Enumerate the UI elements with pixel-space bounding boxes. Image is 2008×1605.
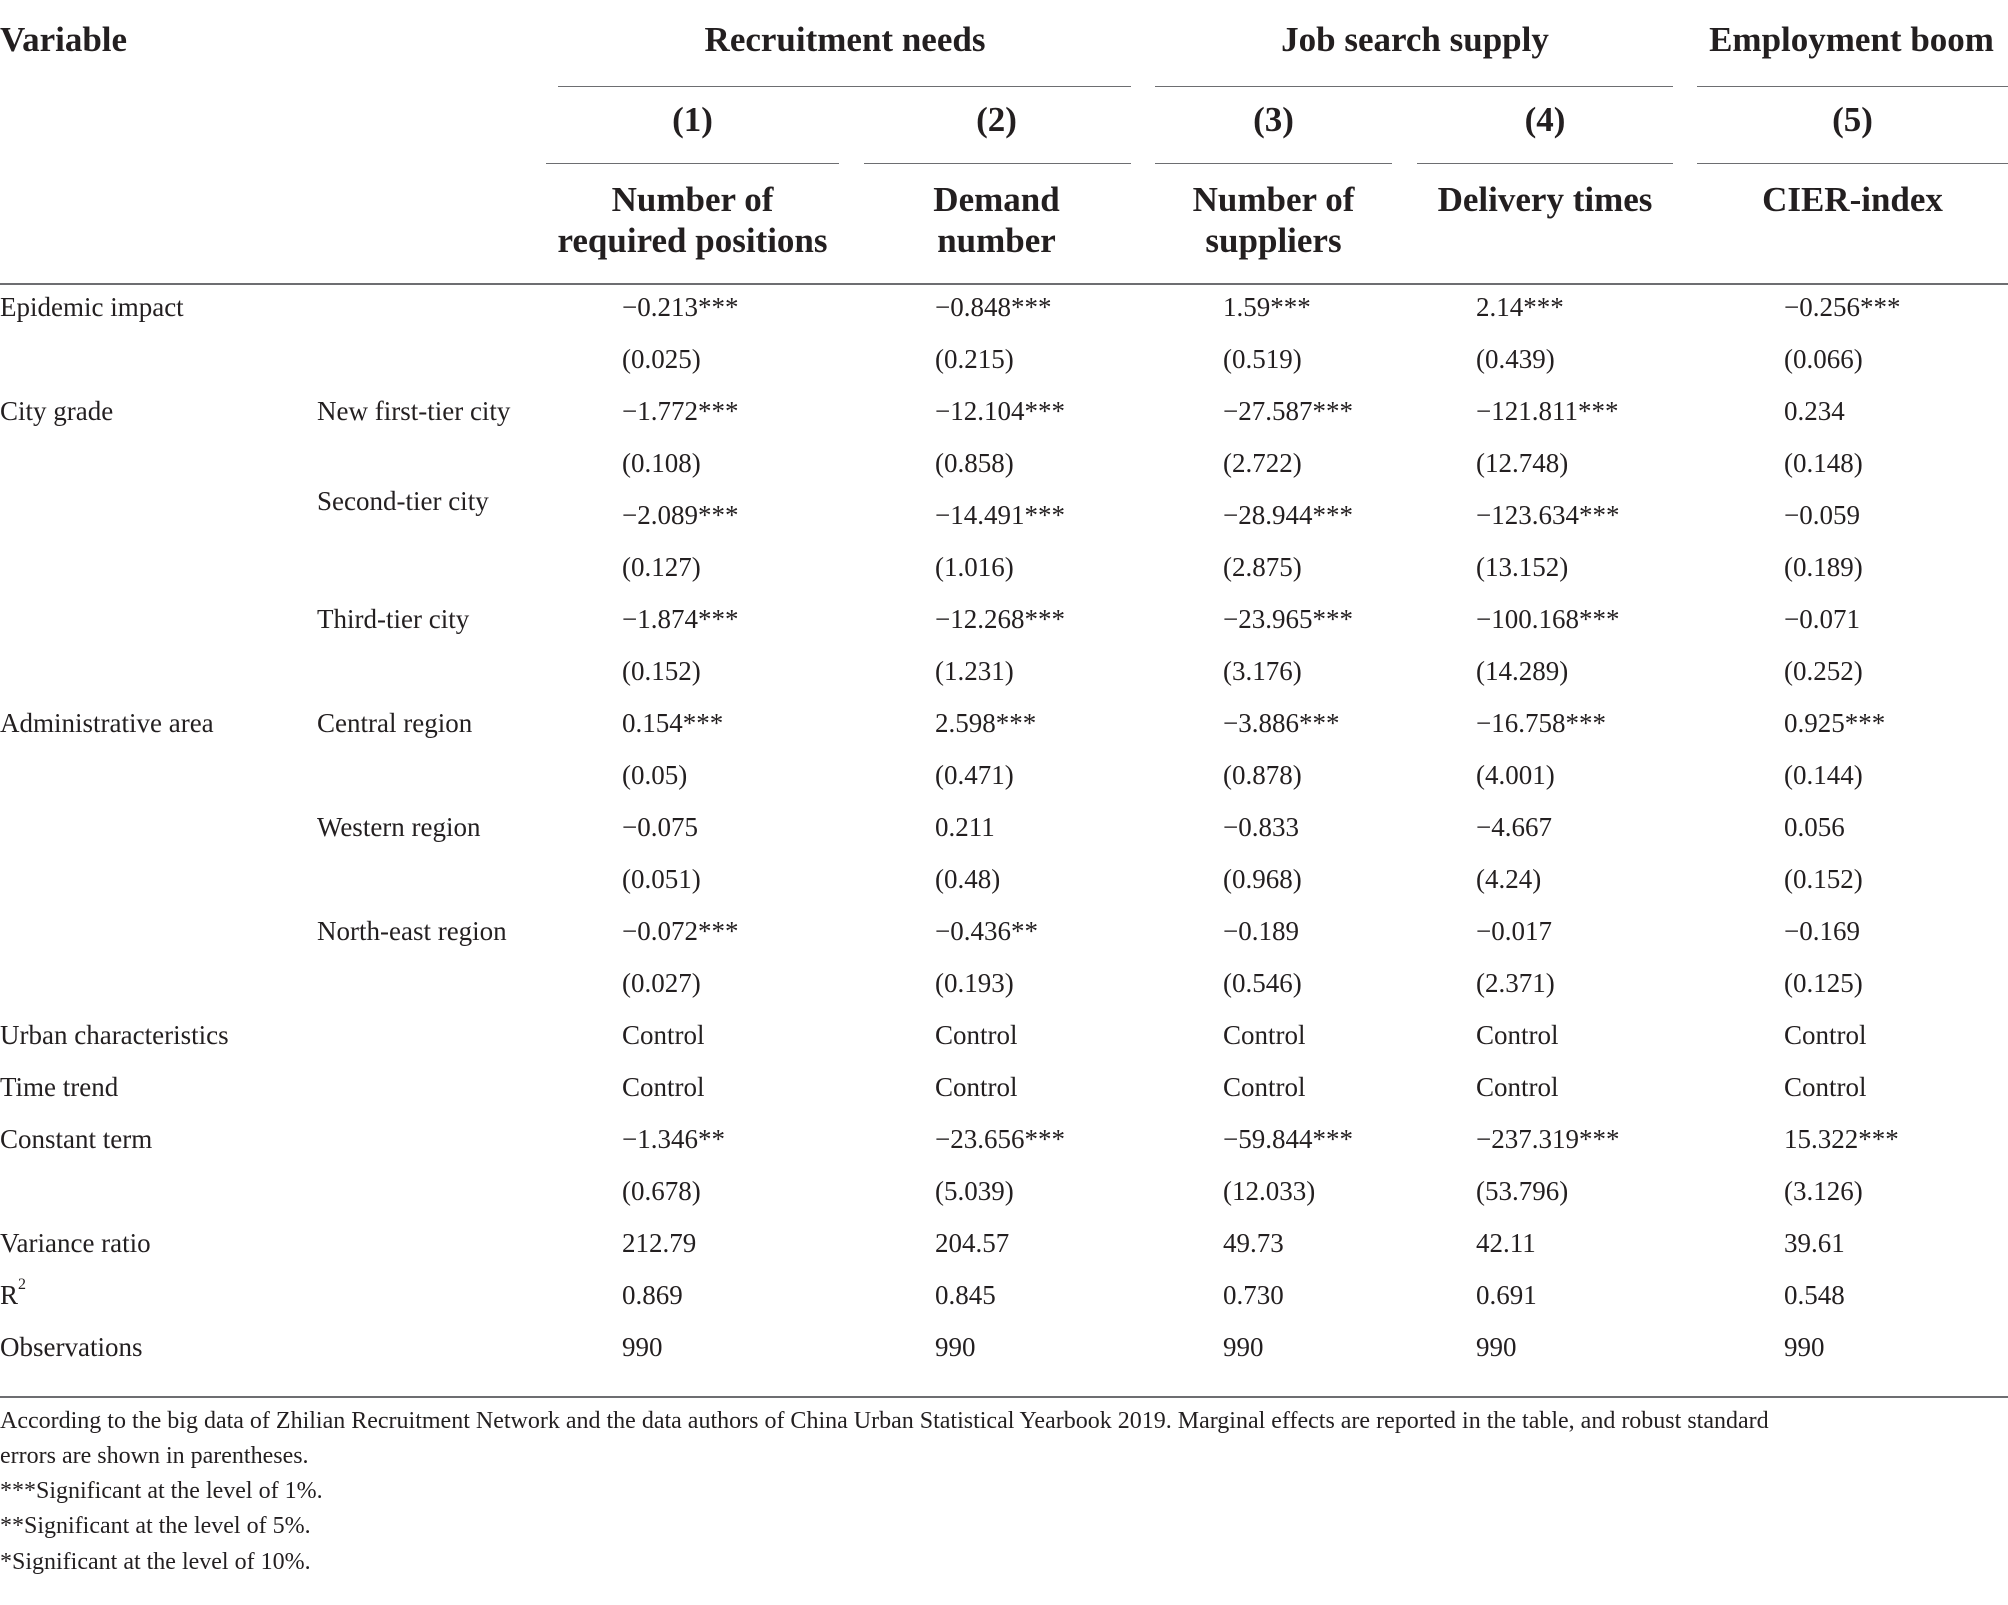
- footer-rule: [0, 1396, 2008, 1398]
- group-header-recruitment-needs: Recruitment needs: [704, 20, 986, 59]
- table-cell: 990: [935, 1332, 976, 1362]
- table-cell: 0.548: [1784, 1280, 1845, 1310]
- column-number: (2): [976, 100, 1017, 139]
- table-cell: −0.833: [1223, 812, 1299, 842]
- group-underline: [558, 86, 1131, 87]
- table-cell: −0.848***: [935, 292, 1052, 322]
- table-cell: −12.268***: [935, 604, 1065, 634]
- table-cell: (53.796): [1476, 1176, 1569, 1206]
- table-cell: Control: [935, 1020, 1018, 1050]
- column-name: Demand: [933, 180, 1060, 219]
- table-cell: −14.491***: [935, 500, 1065, 530]
- table-cell: (13.152): [1476, 552, 1569, 582]
- table-cell: Control: [1223, 1072, 1306, 1102]
- table-cell: (0.193): [935, 968, 1014, 998]
- table-cell: 2.598***: [935, 708, 1037, 738]
- table-cell: 0.154***: [622, 708, 724, 738]
- table-cell: −27.587***: [1223, 396, 1353, 426]
- table-cell: (0.546): [1223, 968, 1302, 998]
- table-cell: 15.322***: [1784, 1124, 1899, 1154]
- table-cell: 990: [1223, 1332, 1264, 1362]
- table-cell: (5.039): [935, 1176, 1014, 1206]
- table-cell: −121.811***: [1476, 396, 1619, 426]
- table-cell: Control: [1476, 1020, 1559, 1050]
- table-cell: (0.144): [1784, 760, 1863, 790]
- row-variable-label: Epidemic impact: [0, 292, 184, 322]
- table-cell: (0.127): [622, 552, 701, 582]
- table-cell: −16.758***: [1476, 708, 1606, 738]
- group-header-employment-boom: Employment boom: [1709, 20, 1994, 59]
- row-variable-label: City grade: [0, 396, 114, 426]
- column-name: Number of: [611, 180, 774, 219]
- row-sublabel: Third-tier city: [317, 604, 470, 634]
- column-name: suppliers: [1205, 221, 1342, 260]
- table-cell: (3.126): [1784, 1176, 1863, 1206]
- column-name: Delivery times: [1437, 180, 1653, 219]
- table-cell: Control: [622, 1072, 705, 1102]
- row-variable-label: Urban characteristics: [0, 1020, 229, 1050]
- row-sublabel: Central region: [317, 708, 473, 738]
- table-cell: −1.346**: [622, 1124, 725, 1154]
- column-name: number: [937, 221, 1056, 260]
- table-cell: Control: [1476, 1072, 1559, 1102]
- table-cell: −0.017: [1476, 916, 1552, 946]
- table-cell: −0.075: [622, 812, 698, 842]
- table-cell: 39.61: [1784, 1228, 1845, 1258]
- table-cell: 212.79: [622, 1228, 697, 1258]
- table-cell: −0.213***: [622, 292, 739, 322]
- table-cell: (0.439): [1476, 344, 1555, 374]
- table-cell: (0.148): [1784, 448, 1863, 478]
- table-cell: −0.436**: [935, 916, 1038, 946]
- table-cell: −2.089***: [622, 500, 739, 530]
- table-cell: −0.059: [1784, 500, 1860, 530]
- table-cell: −0.169: [1784, 916, 1860, 946]
- table-cell: −23.656***: [935, 1124, 1065, 1154]
- column-underline: [864, 163, 1131, 164]
- table-cell: Control: [1784, 1072, 1867, 1102]
- table-cell: (2.722): [1223, 448, 1302, 478]
- table-cell: 0.234: [1784, 396, 1845, 426]
- table-cell: Control: [622, 1020, 705, 1050]
- column-number: (3): [1253, 100, 1294, 139]
- table-cell: (0.027): [622, 968, 701, 998]
- table-cell: −1.874***: [622, 604, 739, 634]
- table-cell: (2.875): [1223, 552, 1302, 582]
- table-cell: (0.051): [622, 864, 701, 894]
- table-cell: (0.519): [1223, 344, 1302, 374]
- table-cell: (4.24): [1476, 864, 1542, 894]
- table-cell: −100.168***: [1476, 604, 1620, 634]
- table-cell: −12.104***: [935, 396, 1065, 426]
- table-cell: (12.033): [1223, 1176, 1316, 1206]
- table-cell: −0.071: [1784, 604, 1860, 634]
- table-cell: −28.944***: [1223, 500, 1353, 530]
- row-variable-label: Variance ratio: [0, 1228, 151, 1258]
- table-cell: 990: [1784, 1332, 1825, 1362]
- column-name: Number of: [1192, 180, 1355, 219]
- table-cell: −0.189: [1223, 916, 1299, 946]
- table-cell: (0.968): [1223, 864, 1302, 894]
- table-cell: 0.056: [1784, 812, 1845, 842]
- table-cell: (0.066): [1784, 344, 1863, 374]
- row-variable-label: Constant term: [0, 1124, 153, 1154]
- table-cell: (14.289): [1476, 656, 1569, 686]
- table-cell: 42.11: [1476, 1228, 1536, 1258]
- table-cell: 0.730: [1223, 1280, 1284, 1310]
- note-line: **Significant at the level of 5%.: [0, 1513, 311, 1539]
- table-cell: (0.471): [935, 760, 1014, 790]
- table-cell: (0.215): [935, 344, 1014, 374]
- table-cell: 990: [622, 1332, 663, 1362]
- note-line: *Significant at the level of 10%.: [0, 1549, 311, 1575]
- column-name: required positions: [557, 221, 828, 260]
- group-underline: [1697, 86, 2008, 87]
- table-cell: (0.05): [622, 760, 688, 790]
- table-cell: Control: [1223, 1020, 1306, 1050]
- table-cell: (0.878): [1223, 760, 1302, 790]
- table-cell: 1.59***: [1223, 292, 1311, 322]
- table-cell: (0.48): [935, 864, 1001, 894]
- column-underline: [1417, 163, 1673, 164]
- row-sublabel: New first-tier city: [317, 396, 511, 426]
- table-cell: −23.965***: [1223, 604, 1353, 634]
- table-cell: 0.691: [1476, 1280, 1537, 1310]
- table-cell: (0.108): [622, 448, 701, 478]
- table-cell: −4.667: [1476, 812, 1552, 842]
- table-cell: (2.371): [1476, 968, 1555, 998]
- table-cell: (0.152): [1784, 864, 1863, 894]
- table-cell: 204.57: [935, 1228, 1010, 1258]
- row-variable-label: Time trend: [0, 1072, 119, 1102]
- table-cell: 49.73: [1223, 1228, 1284, 1258]
- table-cell: (0.125): [1784, 968, 1863, 998]
- table-cell: 2.14***: [1476, 292, 1564, 322]
- table-cell: −237.319***: [1476, 1124, 1620, 1154]
- group-underline: [1155, 86, 1673, 87]
- table-cell: (0.678): [622, 1176, 701, 1206]
- table-cell: (1.016): [935, 552, 1014, 582]
- column-underline: [1697, 163, 2008, 164]
- column-number: (5): [1832, 100, 1873, 139]
- table-cell: (0.189): [1784, 552, 1863, 582]
- row-sublabel: Second-tier city: [317, 486, 489, 516]
- table-cell: (3.176): [1223, 656, 1302, 686]
- table-cell: 0.925***: [1784, 708, 1886, 738]
- column-underline: [546, 163, 839, 164]
- row-variable-label: $R^2$: [0, 1276, 27, 1310]
- table-cell: Control: [935, 1072, 1018, 1102]
- table-cell: (0.025): [622, 344, 701, 374]
- table-cell: 0.211: [935, 812, 995, 842]
- table-cell: (0.858): [935, 448, 1014, 478]
- table-cell: (4.001): [1476, 760, 1555, 790]
- row-sublabel: Western region: [317, 812, 481, 842]
- table-cell: 990: [1476, 1332, 1517, 1362]
- column-number: (4): [1524, 100, 1566, 139]
- column-number: (1): [672, 100, 713, 139]
- table-cell: −59.844***: [1223, 1124, 1353, 1154]
- table-cell: −0.256***: [1784, 292, 1901, 322]
- table-cell: Control: [1784, 1020, 1867, 1050]
- table-cell: (12.748): [1476, 448, 1569, 478]
- column-underline: [1155, 163, 1392, 164]
- table-cell: (0.152): [622, 656, 701, 686]
- table-cell: −3.886***: [1223, 708, 1340, 738]
- row-sublabel: North-east region: [317, 916, 507, 946]
- variable-header: Variable: [0, 20, 128, 59]
- table-cell: −1.772***: [622, 396, 739, 426]
- row-variable-label: Administrative area: [0, 708, 214, 738]
- table-cell: (0.252): [1784, 656, 1863, 686]
- column-name: CIER-index: [1762, 180, 1943, 219]
- header-rule: [0, 283, 2008, 285]
- note-line: According to the big data of Zhilian Recruitment Network and the data authors of China Urban Statistical Yearbook 2019. Marginal effects are reported in the table, and robust standard: [0, 1408, 1769, 1434]
- group-header-job-search-supply: Job search supply: [1281, 20, 1549, 59]
- table-cell: 0.869: [622, 1280, 683, 1310]
- table-cell: −123.634***: [1476, 500, 1620, 530]
- table-cell: (1.231): [935, 656, 1014, 686]
- table-cell: 0.845: [935, 1280, 996, 1310]
- note-line: ***Significant at the level of 1%.: [0, 1478, 323, 1504]
- superscript: 2: [18, 1276, 27, 1293]
- row-variable-label: Observations: [0, 1332, 143, 1362]
- table-cell: −0.072***: [622, 916, 739, 946]
- note-line: errors are shown in parentheses.: [0, 1443, 309, 1469]
